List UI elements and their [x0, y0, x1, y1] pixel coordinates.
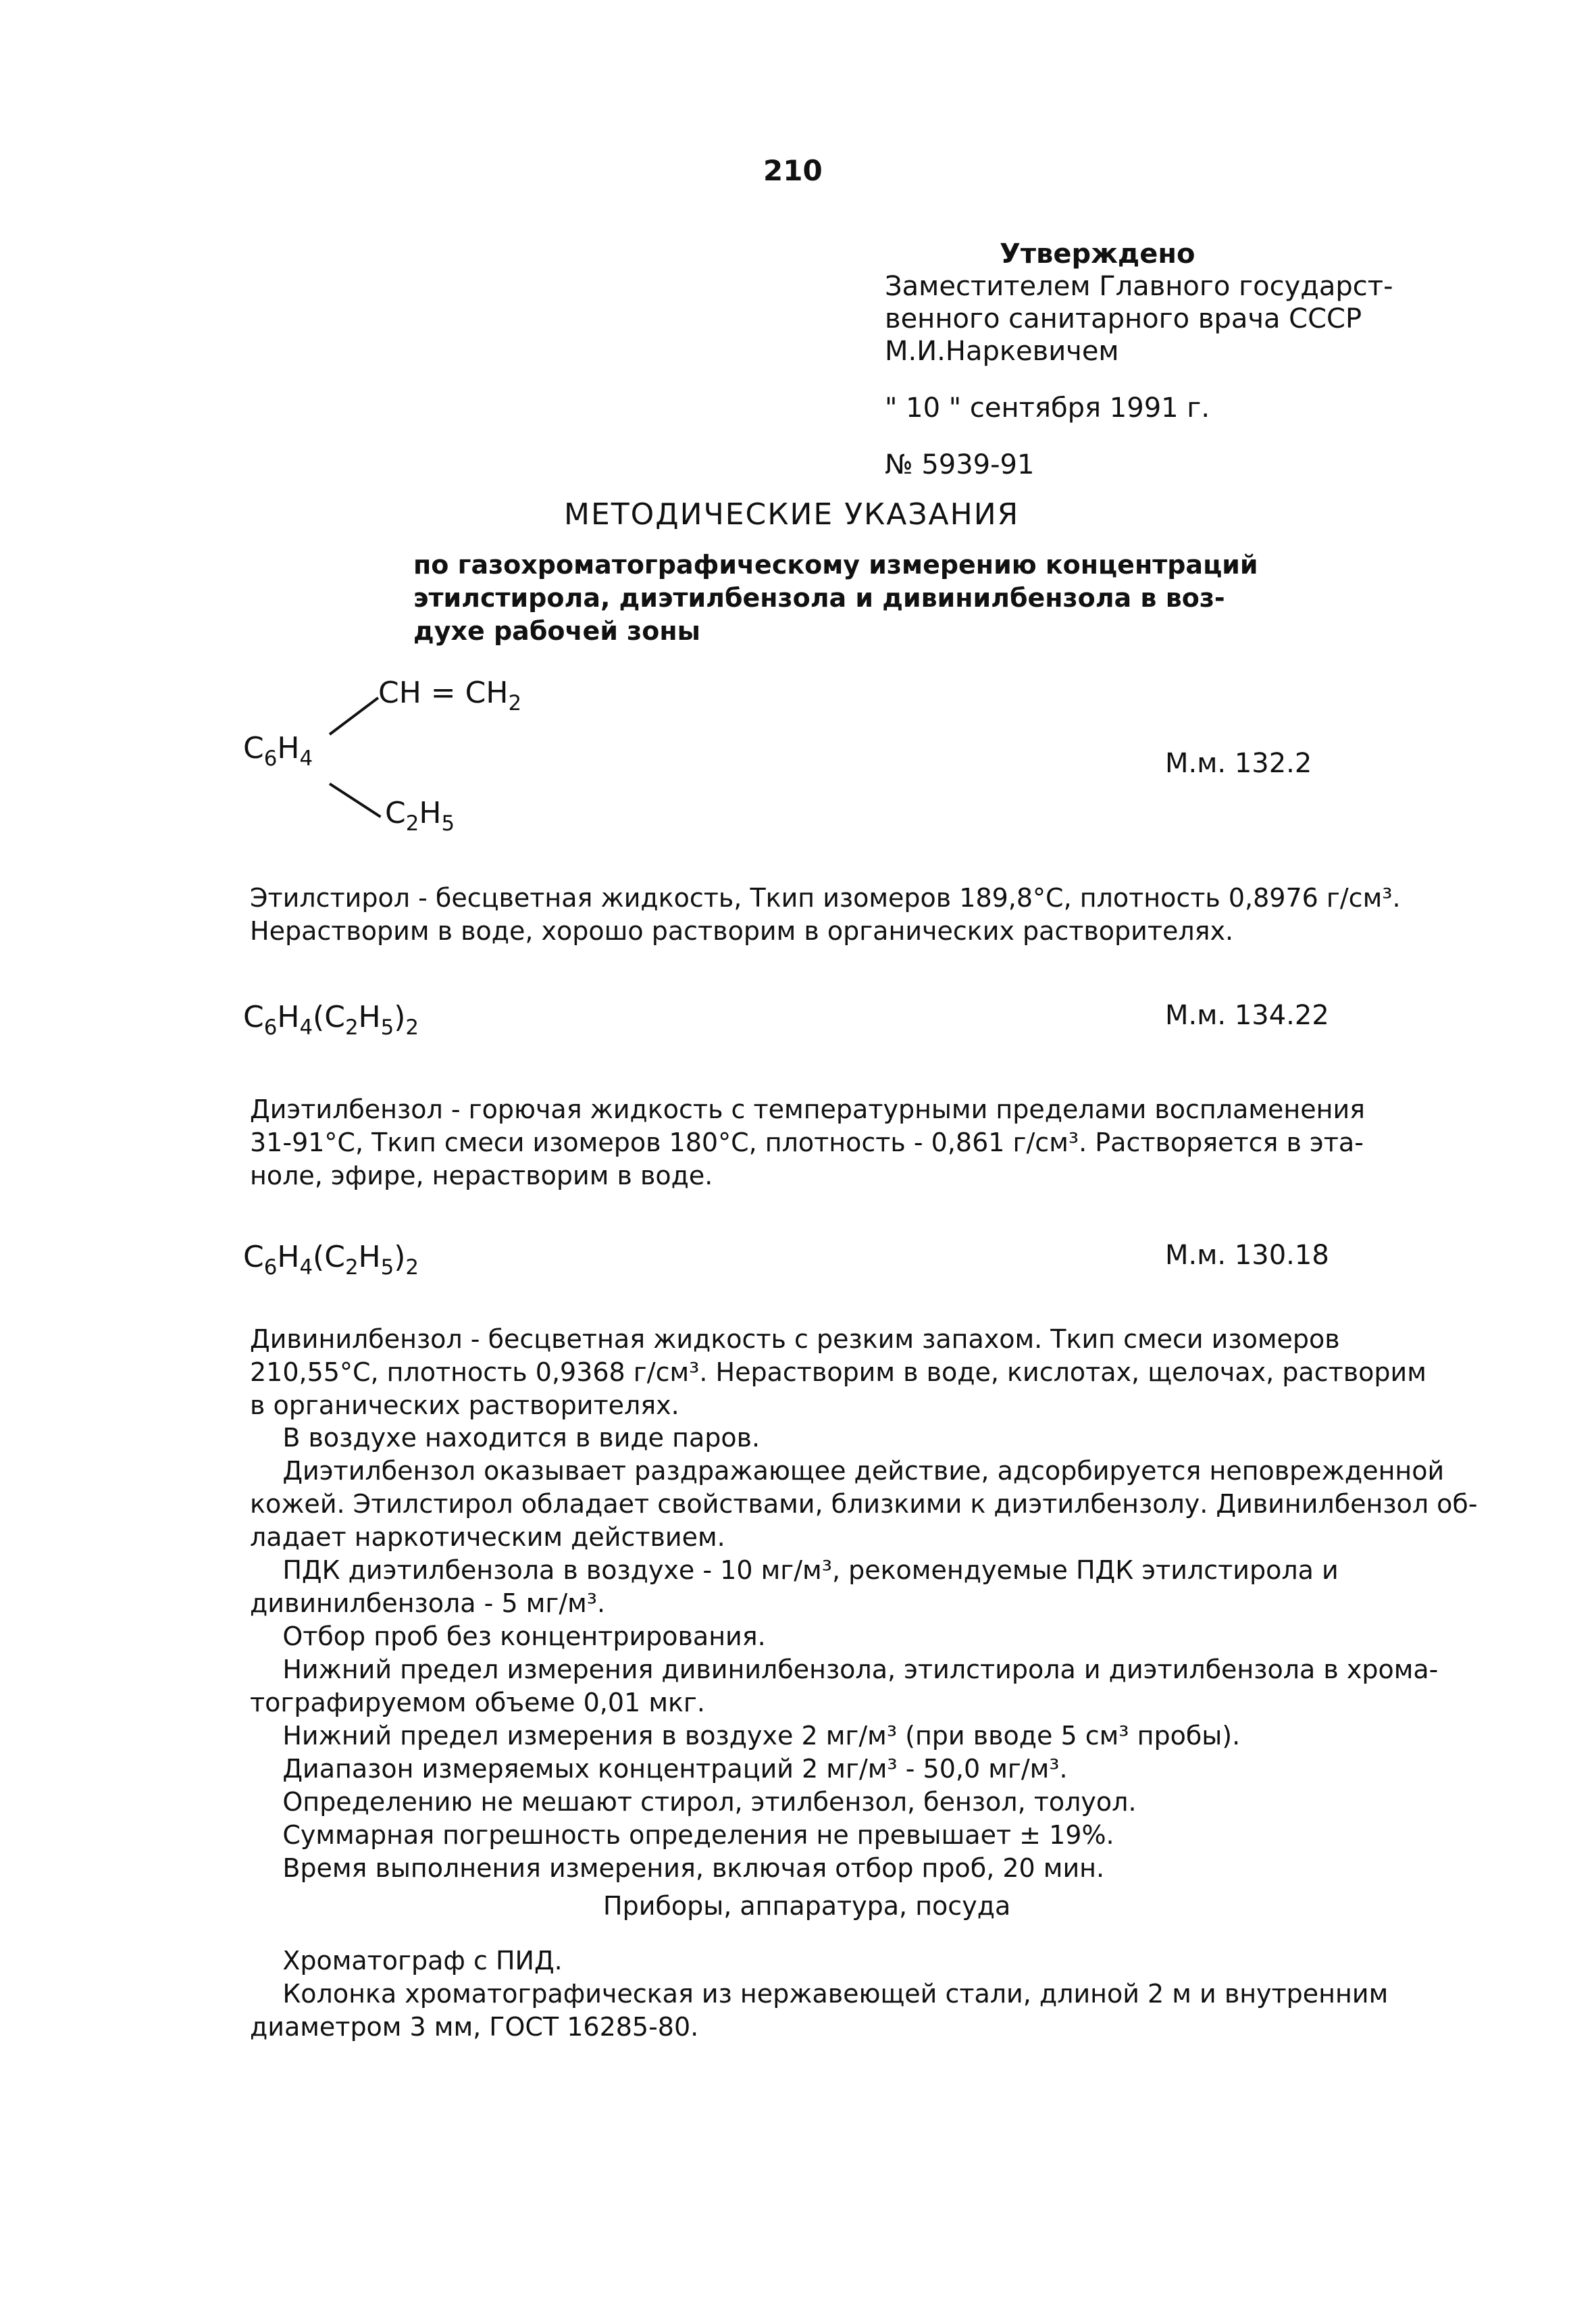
struct-bond-down: [329, 782, 382, 818]
text-line: Дивинилбензол - бесцветная жидкость с резким запахом. Ткип смеси изомеров: [250, 1324, 1340, 1354]
text-line: В воздухе находится в виде паров.: [250, 1423, 761, 1453]
approval-line: венного санитарного врача СССР: [885, 303, 1362, 334]
text-line: Диэтилбензол оказывает раздражающее действие, адсорбируется неповрежденной: [250, 1456, 1445, 1486]
text-line: Суммарная погрешность определения не превышает ± 19%.: [250, 1820, 1114, 1850]
text-line: Диэтилбензол - горючая жидкость с температурными пределами воспламенения: [250, 1095, 1365, 1124]
text-line: ПДК диэтилбензола в воздухе - 10 мг/м³, рекомендуемые ПДК этилстирола и: [250, 1555, 1339, 1585]
text-line: 31-91°С, Ткип смеси изомеров 180°С, плотность - 0,861 г/см³. Растворяется в эта-: [250, 1128, 1364, 1157]
description-ethylstyrene: [250, 882, 1401, 948]
page-number: 210: [763, 154, 823, 187]
approval-line: Заместителем Главного государст-: [885, 271, 1393, 302]
section-title: Приборы, аппаратура, посуда: [603, 1891, 1011, 1921]
struct-ring: $C_6H_4$: [243, 731, 313, 771]
text-line: Хроматограф с ПИД.: [250, 1946, 563, 1976]
document-subtitle: [413, 549, 1258, 648]
text-line: ладает наркотическим действием.: [250, 1522, 725, 1552]
text-line: Отбор проб без концентрирования.: [250, 1621, 766, 1651]
subtitle-line: по газохроматографическому измерению концентраций: [413, 550, 1258, 580]
document-title: МЕТОДИЧЕСКИЕ УКАЗАНИЯ: [564, 497, 1020, 532]
approval-line: М.И.Наркевичем: [885, 336, 1119, 367]
text-line: Нижний предел измерения в воздухе 2 мг/м³ (при вводе 5 см³ пробы).: [250, 1721, 1241, 1751]
struct-bond-up: [329, 697, 379, 735]
struct-ethyl: $C_2H_5$: [385, 796, 455, 836]
molar-mass: М.м. 134.22: [1165, 1000, 1329, 1031]
text-line: Время выполнения измерения, включая отбор проб, 20 мин.: [250, 1853, 1105, 1883]
text-line: Диапазон измеряемых концентраций 2 мг/м³ - 50,0 мг/м³.: [250, 1754, 1068, 1784]
text-line: в органических растворителях.: [250, 1390, 679, 1420]
text-line: Нижний предел измерения дивинилбензола, этилстирола и диэтилбензола в хрома-: [250, 1655, 1439, 1684]
approval-block: [885, 238, 1393, 481]
text-line: Нерастворим в воде, хорошо растворим в органических растворителях.: [250, 916, 1234, 946]
text-line: 210,55°С, плотность 0,9368 г/см³. Нерастворим в воде, кислотах, щелочах, растворим: [250, 1357, 1426, 1387]
description-diethylbenzene: [250, 1093, 1365, 1192]
text-line: ноле, эфире, нерастворим в воде.: [250, 1161, 713, 1190]
text-line: Этилстирол - бесцветная жидкость, Ткип изомеров 189,8°С, плотность 0,8976 г/см³.: [250, 883, 1401, 913]
body-text: [250, 1422, 1478, 1885]
molar-mass: М.м. 132.2: [1165, 748, 1312, 779]
text-line: дивинилбензола - 5 мг/м³.: [250, 1588, 606, 1618]
text-line: Колонка хроматографическая из нержавеющей стали, длиной 2 м и внутренним: [250, 1979, 1389, 2009]
description-divinylbenzene: [250, 1323, 1426, 1422]
section-text: [250, 1944, 1388, 2044]
formula-diethylbenzene: $C_6H_4(C_2H_5)_2$: [243, 1000, 419, 1040]
subtitle-line: духе рабочей зоны: [413, 616, 700, 646]
text-line: диаметром 3 мм, ГОСТ 16285-80.: [250, 2012, 699, 2042]
text-line: Определению не мешают стирол, этилбензол, бензол, толуол.: [250, 1787, 1137, 1817]
text-line: тографируемом объеме 0,01 мкг.: [250, 1688, 705, 1717]
approval-number: № 5939-91: [885, 449, 1035, 480]
struct-vinyl: CH = $CH_2$: [378, 676, 522, 715]
molar-mass: М.м. 130.18: [1165, 1240, 1329, 1271]
formula-divinylbenzene: $C_6H_4(C_2H_5)_2$: [243, 1240, 419, 1280]
approval-heading: Утверждено: [1000, 238, 1195, 270]
subtitle-line: этилстирола, диэтилбензола и дивинилбензола в воз-: [413, 583, 1225, 613]
approval-date: " 10 " сентября 1991 г.: [885, 393, 1210, 424]
text-line: кожей. Этилстирол обладает свойствами, близкими к диэтилбензолу. Дивинилбензол об-: [250, 1489, 1478, 1519]
